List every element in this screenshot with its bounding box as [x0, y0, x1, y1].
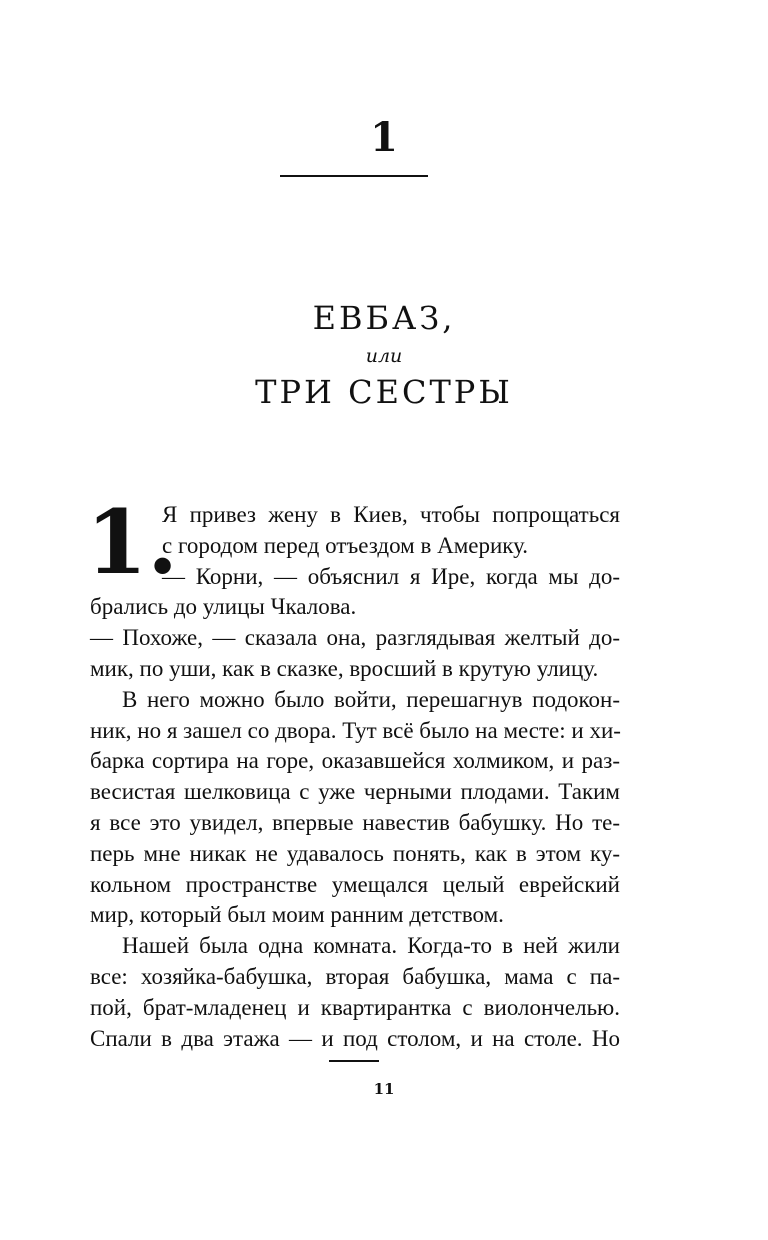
text-line: брались до улицы Чкалова.	[90, 594, 357, 620]
text-line: — Корни, — объяснил я Ире, когда мы до-	[162, 563, 620, 589]
chapter-title-alt: ТРИ СЕСТРЫ	[255, 373, 513, 411]
text-line: я все это увидел, впервые навестив бабушку. Но те-	[90, 809, 620, 835]
chapter-number: 1	[370, 114, 398, 161]
text-line: мик, по уши, как в сказке, вросший в крутую улицу.	[90, 655, 599, 681]
chapter-title-main: ЕВБАЗ,	[312, 299, 456, 337]
chapter-divider	[280, 175, 428, 177]
page-number: 11	[373, 1080, 395, 1098]
footer-divider	[329, 1060, 379, 1062]
text-line: Спали в два этажа — и под столом, и на столе. Но	[90, 1025, 620, 1051]
text-line: с городом перед отъездом в Америку.	[162, 532, 529, 558]
text-line: пой, брат-младенец и квартирантка с виолончелью.	[90, 994, 620, 1020]
chapter-title-conjunction: или	[365, 345, 403, 367]
section-drop-cap: 1.	[86, 490, 178, 594]
text-line: перь мне никак не удавалось понять, как в этом ку-	[90, 840, 620, 866]
text-line: В него можно было войти, перешагнув подокон-	[122, 686, 620, 712]
text-line: — Похоже, — сказала она, разглядывая желтый до-	[90, 625, 620, 651]
text-line: мир, который был моим ранним детством.	[90, 902, 504, 928]
text-line: барка сортира на горе, оказавшейся холмиком, и раз-	[90, 748, 620, 774]
text-line: весистая шелковица с уже черными плодами. Таким	[90, 779, 620, 805]
text-line: кольном пространстве умещался целый еврейский	[90, 871, 620, 897]
text-line: Я привез жену в Киев, чтобы попрощаться	[162, 502, 620, 527]
text-line: Нашей была одна комната. Когда-то в ней жили	[122, 933, 620, 959]
text-line: ник, но я зашел со двора. Тут всё было на месте: и хи-	[90, 717, 621, 743]
body-text	[90, 500, 620, 1054]
text-line: все: хозяйка-бабушка, вторая бабушка, мама с па-	[90, 963, 620, 989]
